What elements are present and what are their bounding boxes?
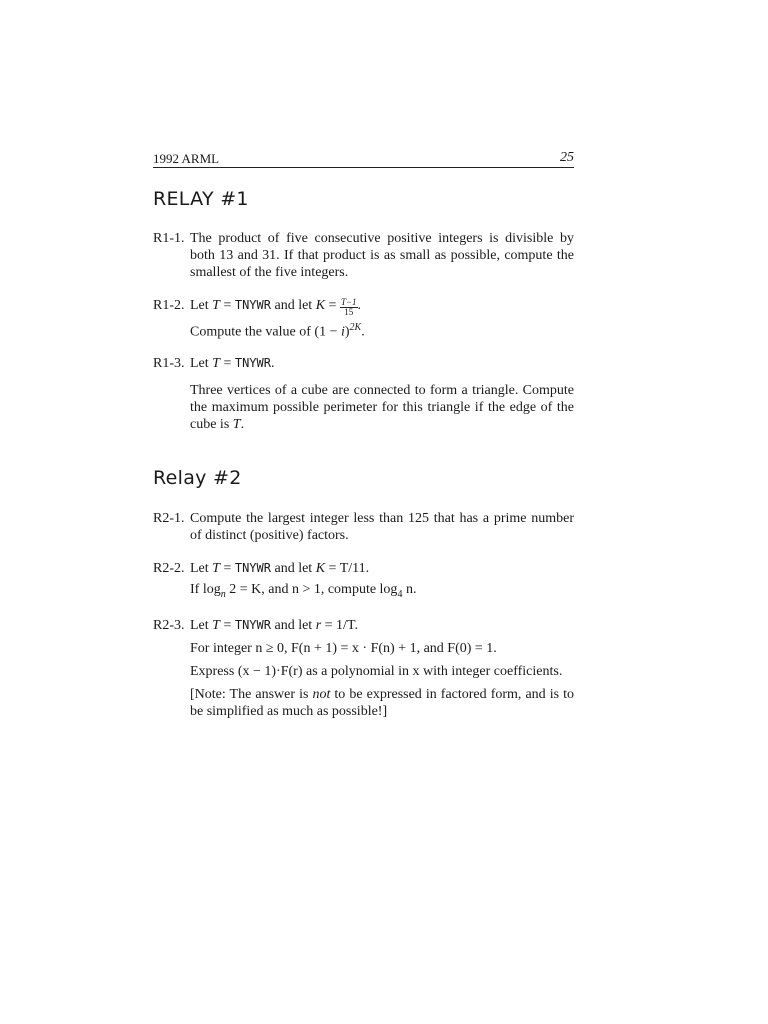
problem-r1-1	[153, 230, 574, 281]
problem-number: R1-2.	[153, 298, 185, 313]
problem-line: Express (x − 1)·F(r) as a polynomial in x with integer coefficients.	[190, 664, 563, 679]
problem-note: [Note: The answer is not to be expressed in factored form, and is to be simplified as much as possible!]	[190, 687, 574, 719]
problem-number: R1-1.	[153, 231, 185, 246]
problem-line: If $\log_n 2 = K$, and n > 1, compute $\log_4 n$.	[190, 582, 417, 600]
problem-text: Compute the largest integer less than 125 that has a prime number of distinct (positive) factors.	[190, 511, 574, 543]
fraction: $\frac{T-1}{15}$	[340, 297, 357, 317]
problem-r2-1	[153, 510, 574, 544]
problem-line: Let T = TNYWR and let K = $\frac{T-1}{15}$ .	[190, 297, 362, 317]
problem-number: R2-2.	[153, 561, 185, 576]
problem-r1-2	[153, 297, 574, 341]
problem-number: R1-3.	[153, 356, 185, 371]
page-number: 25	[560, 150, 574, 165]
problem-r2-2	[153, 560, 574, 603]
problem-line: Let T = TNYWR and let K = T/11.	[190, 561, 370, 576]
problem-text: The product of five consecutive positive integers is divisible by both 13 and 31. If that product is as small as possible, compute the smallest of the five integers.	[190, 231, 574, 280]
problem-number: R2-1.	[153, 511, 185, 526]
problem-text: Three vertices of a cube are connected to form a triangle. Compute the maximum possible perimeter for this triangle if the edge of the cube is T.	[190, 383, 574, 432]
problem-line: For integer n ≥ 0, F(n + 1) = x · F(n) + 1, and F(0) = 1.	[190, 641, 497, 656]
relay-2-heading: Relay #2	[153, 467, 242, 489]
problem-number: R2-3.	[153, 618, 185, 633]
problem-line: Let T = TNYWR.	[190, 356, 275, 371]
problem-r2-3	[153, 617, 574, 720]
problem-line: Compute the value of $(1 - i)^{2K}$.	[190, 322, 365, 340]
header-title: 1992 ARML	[153, 151, 220, 166]
running-header	[153, 150, 574, 168]
relay-1-heading: RELAY #1	[153, 188, 249, 210]
problem-r1-3	[153, 355, 574, 433]
problem-line: Let T = TNYWR and let r = 1/T.	[190, 618, 358, 633]
